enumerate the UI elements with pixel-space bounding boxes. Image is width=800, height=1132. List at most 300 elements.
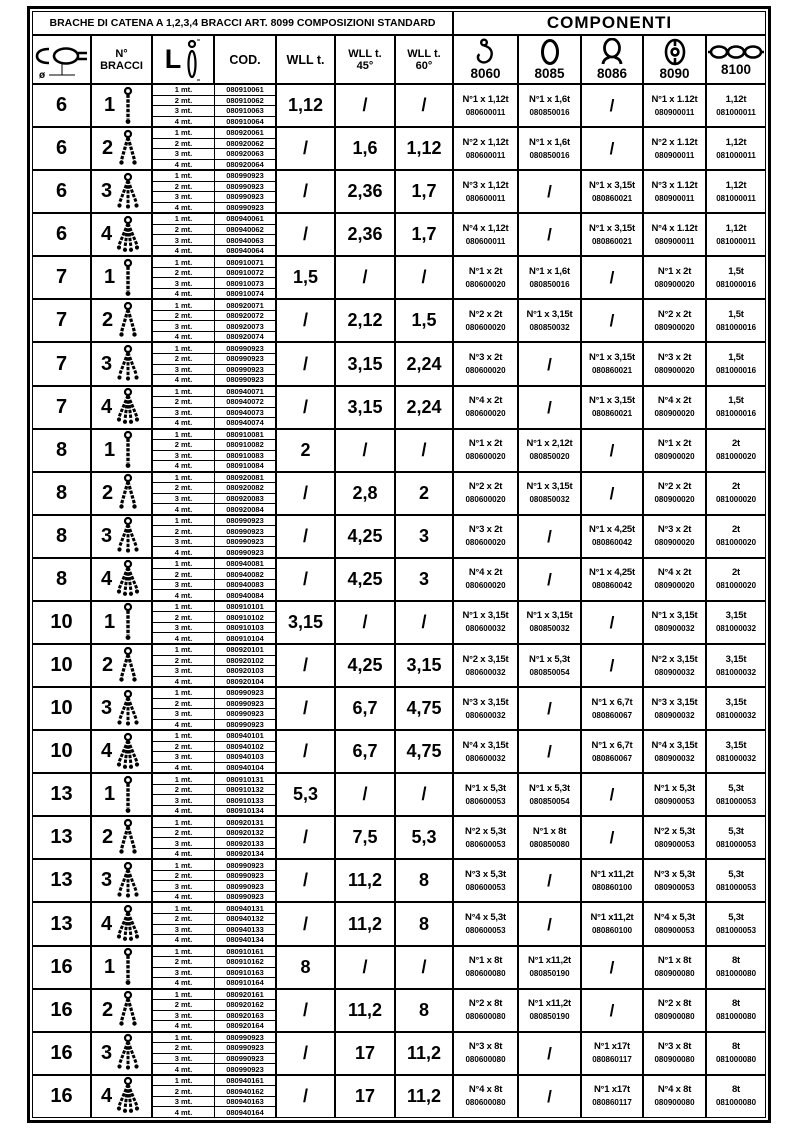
table-body bbox=[33, 85, 765, 1117]
length-label: 4 mt. bbox=[153, 892, 215, 902]
component-8085-cell: / bbox=[519, 343, 582, 384]
component-8085-cell bbox=[519, 85, 582, 126]
component-qty: N°1 x 8t bbox=[468, 955, 503, 967]
length-code-table bbox=[153, 171, 277, 212]
component-8060-cell bbox=[454, 257, 519, 298]
length-code: 080920164 bbox=[226, 1021, 264, 1031]
wll45-cell: 11,2 bbox=[336, 860, 396, 901]
bracci-count: 2 bbox=[101, 137, 114, 160]
component-code: 080900011 bbox=[654, 150, 695, 160]
component-8085-cell bbox=[519, 473, 582, 514]
wll-cell: / bbox=[277, 903, 336, 944]
length-label: 1 mt. bbox=[153, 343, 215, 353]
length-code: 080910062 bbox=[226, 95, 264, 105]
wll45-cell: 6,7 bbox=[336, 688, 396, 729]
header-row bbox=[33, 36, 765, 85]
length-code: 080910164 bbox=[226, 978, 264, 988]
diameter-cell: 8 bbox=[33, 559, 92, 600]
component-8085-cell: / bbox=[519, 171, 582, 212]
length-code-row bbox=[153, 1064, 275, 1074]
component-8090-cell bbox=[644, 1076, 707, 1117]
length-code-table bbox=[153, 688, 277, 729]
component-8090-cell bbox=[644, 990, 707, 1031]
length-label: 1 mt. bbox=[153, 817, 215, 827]
component-code: 080850032 bbox=[529, 624, 570, 634]
length-code-row bbox=[153, 881, 275, 892]
length-code-row bbox=[153, 590, 275, 600]
component-qty: N°1 x 5,3t bbox=[465, 782, 506, 794]
length-label: 2 mt. bbox=[153, 742, 215, 752]
component-8100-cell bbox=[707, 774, 765, 815]
length-code: 080940161 bbox=[226, 1076, 264, 1086]
wll60-cell: 3,15 bbox=[396, 645, 454, 686]
component-8090-cell bbox=[644, 128, 707, 169]
component-8090-header: 8090 bbox=[644, 36, 707, 83]
length-code-row bbox=[153, 311, 275, 322]
wll-cell: / bbox=[277, 1033, 336, 1074]
sling-4-leg-icon bbox=[114, 1076, 142, 1116]
length-code-row bbox=[153, 580, 275, 591]
wll60-cell: 2,24 bbox=[396, 343, 454, 384]
component-code: 080600053 bbox=[465, 882, 506, 892]
component-qty: N°1 x 4,25t bbox=[589, 567, 635, 579]
component-qty: 5,3t bbox=[728, 912, 744, 924]
wll-cell: / bbox=[277, 1076, 336, 1117]
wll-cell: / bbox=[277, 817, 336, 858]
length-label: 2 mt. bbox=[153, 139, 215, 149]
component-8100-cell bbox=[707, 516, 765, 557]
component-qty: N°1 x17t bbox=[594, 1084, 630, 1096]
component-8060-cell bbox=[454, 1076, 519, 1117]
component-8060-cell bbox=[454, 774, 519, 815]
length-code: 080940103 bbox=[226, 752, 264, 762]
length-code-row bbox=[153, 85, 275, 96]
length-code: 080910103 bbox=[226, 623, 264, 633]
component-code: 081000011 bbox=[716, 193, 756, 203]
component-code: 080900020 bbox=[654, 452, 695, 462]
length-code-row bbox=[153, 128, 275, 139]
cod-header: COD. bbox=[215, 36, 277, 83]
wll60-cell: 3 bbox=[396, 559, 454, 600]
length-label: 2 mt. bbox=[153, 656, 215, 666]
length-code: 080910082 bbox=[226, 440, 264, 450]
length-label: 2 mt. bbox=[153, 914, 215, 924]
component-code: 080900020 bbox=[654, 279, 695, 289]
component-8085-cell: / bbox=[519, 688, 582, 729]
length-code: 080990923 bbox=[226, 192, 264, 202]
component-qty: N°1 x 6,7t bbox=[591, 696, 633, 708]
component-qty: N°3 x 1,12t bbox=[462, 179, 509, 191]
length-code: 080940074 bbox=[226, 418, 264, 428]
length-code-row bbox=[153, 903, 275, 914]
length-label: 1 mt. bbox=[153, 860, 215, 870]
length-label: 1 mt. bbox=[153, 257, 215, 267]
length-label: 1 mt. bbox=[153, 300, 215, 310]
length-code-row bbox=[153, 742, 275, 753]
length-code-row bbox=[153, 1086, 275, 1097]
component-qty: 8t bbox=[731, 1084, 741, 1096]
length-label: 4 mt. bbox=[153, 935, 215, 945]
length-code: 080920161 bbox=[226, 989, 264, 999]
component-code: 080850054 bbox=[529, 667, 570, 677]
component-qty: N°1 x17t bbox=[594, 1041, 630, 1053]
component-8060-cell bbox=[454, 645, 519, 686]
component-qty: N°1 x 5,3t bbox=[654, 782, 695, 794]
wll-header: WLL t. bbox=[277, 36, 336, 83]
component-code: 081000016 bbox=[715, 409, 757, 419]
component-code: 080900032 bbox=[654, 624, 695, 634]
component-code: 080600020 bbox=[465, 495, 506, 505]
component-8090-cell bbox=[644, 731, 707, 772]
component-8085-cell bbox=[519, 128, 582, 169]
length-code-row bbox=[153, 1021, 275, 1031]
component-qty: N°3 x 3,15t bbox=[651, 696, 698, 708]
table-row bbox=[33, 731, 765, 774]
component-8060-cell bbox=[454, 430, 519, 471]
length-label: 3 mt. bbox=[153, 537, 215, 547]
length-code-row bbox=[153, 1107, 275, 1117]
sling-4-leg-icon bbox=[114, 904, 142, 944]
component-qty: N°1 x 3,15t bbox=[526, 481, 573, 493]
length-code-table bbox=[153, 343, 277, 384]
bracci-count: 2 bbox=[101, 481, 114, 504]
length-label: 4 mt. bbox=[153, 246, 215, 256]
length-code-row bbox=[153, 408, 275, 419]
component-code: 081000020 bbox=[715, 581, 757, 591]
component-code: 080850080 bbox=[529, 839, 570, 849]
bracci-cell bbox=[92, 1033, 153, 1074]
diameter-cell: 7 bbox=[33, 343, 92, 384]
bracci-cell bbox=[92, 645, 153, 686]
component-code: 080860021 bbox=[591, 236, 633, 246]
length-label: 2 mt. bbox=[153, 612, 215, 622]
component-8090-cell bbox=[644, 473, 707, 514]
component-code: 080860117 bbox=[592, 1055, 632, 1065]
length-code: 080920132 bbox=[226, 828, 264, 838]
component-code: 080600053 bbox=[465, 839, 506, 849]
length-code-row bbox=[153, 612, 275, 623]
component-8060-cell bbox=[454, 387, 519, 428]
component-8060-cell bbox=[454, 473, 519, 514]
component-qty: N°1 x 6,7t bbox=[591, 739, 633, 751]
length-code: 080990923 bbox=[226, 364, 264, 374]
length-label: 1 mt. bbox=[153, 473, 215, 483]
component-8100-cell bbox=[707, 128, 765, 169]
diameter-cell: 10 bbox=[33, 731, 92, 772]
length-label: 3 mt. bbox=[153, 1011, 215, 1021]
component-code: 080900032 bbox=[654, 753, 695, 763]
component-qty: N°1 x 2t bbox=[657, 265, 692, 277]
length-label: 2 mt. bbox=[153, 440, 215, 450]
component-8085-cell: / bbox=[519, 1033, 582, 1074]
component-qty: 5,3t bbox=[728, 825, 744, 837]
component-code: 081000080 bbox=[715, 969, 757, 979]
bracci-cell bbox=[92, 860, 153, 901]
length-code: 080920081 bbox=[226, 472, 264, 482]
length-code-row bbox=[153, 268, 275, 279]
component-8060-cell bbox=[454, 688, 519, 729]
length-label: 3 mt. bbox=[153, 408, 215, 418]
length-code-row bbox=[153, 430, 275, 441]
component-code: 081000016 bbox=[715, 279, 757, 289]
length-label: 1 mt. bbox=[153, 645, 215, 655]
bracci-count: 1 bbox=[103, 266, 116, 289]
component-code: 080600080 bbox=[465, 1055, 506, 1065]
length-code: 080910081 bbox=[226, 429, 264, 439]
component-qty: 1,5t bbox=[728, 308, 744, 320]
component-8060-cell bbox=[454, 947, 519, 988]
bracci-count: 4 bbox=[100, 912, 113, 935]
length-label: 3 mt. bbox=[153, 795, 215, 805]
wll45-cell: 3,15 bbox=[336, 343, 396, 384]
length-code-row bbox=[153, 978, 275, 988]
wll60-cell: 4,75 bbox=[396, 731, 454, 772]
diameter-cell: 16 bbox=[33, 1076, 92, 1117]
master-link-icon bbox=[538, 38, 562, 66]
length-code-row bbox=[153, 1033, 275, 1044]
component-code: 080900011 bbox=[654, 107, 695, 117]
length-code-row bbox=[153, 171, 275, 182]
component-qty: 3,15t bbox=[725, 610, 747, 622]
length-code: 080910061 bbox=[226, 85, 264, 95]
length-label: 1 mt. bbox=[153, 1033, 215, 1043]
length-code-row bbox=[153, 774, 275, 785]
component-8100-cell bbox=[707, 903, 765, 944]
component-8086-cell: / bbox=[582, 473, 644, 514]
length-code: 080910161 bbox=[226, 946, 264, 956]
length-label: 3 mt. bbox=[153, 106, 215, 116]
length-code: 080910162 bbox=[226, 957, 264, 967]
wll45-cell: 17 bbox=[336, 1076, 396, 1117]
length-label: 2 mt. bbox=[153, 483, 215, 493]
bracci-count: 2 bbox=[101, 826, 114, 849]
length-code-row bbox=[153, 1011, 275, 1022]
component-8086-cell bbox=[582, 214, 644, 255]
component-8085-cell: / bbox=[519, 860, 582, 901]
length-code-row bbox=[153, 278, 275, 289]
component-code: 080900053 bbox=[654, 926, 695, 936]
wll-cell: / bbox=[277, 387, 336, 428]
bracci-count: 2 bbox=[101, 309, 114, 332]
length-code-row bbox=[153, 160, 275, 170]
table-row bbox=[33, 214, 765, 257]
wll45-cell: 11,2 bbox=[336, 903, 396, 944]
sling-2-leg-icon bbox=[115, 129, 141, 169]
diameter-cell: 6 bbox=[33, 171, 92, 212]
diameter-symbol: ø bbox=[39, 70, 46, 81]
length-label: 4 mt. bbox=[153, 203, 215, 213]
component-8060-cell bbox=[454, 343, 519, 384]
component-8086-cell bbox=[582, 387, 644, 428]
length-code-row bbox=[153, 817, 275, 828]
components-title: COMPONENTI bbox=[546, 13, 673, 32]
table-row bbox=[33, 860, 765, 903]
length-label: 3 mt. bbox=[153, 838, 215, 848]
table-row bbox=[33, 516, 765, 559]
bracci-cell bbox=[92, 990, 153, 1031]
length-code: 080920163 bbox=[226, 1010, 264, 1020]
component-code: 080860042 bbox=[591, 581, 633, 591]
wll45-cell: 4,25 bbox=[336, 516, 396, 557]
component-qty: N°1 x 4,25t bbox=[589, 524, 635, 536]
length-label: 4 mt. bbox=[153, 849, 215, 859]
length-code-row bbox=[153, 892, 275, 902]
length-code: 080920103 bbox=[226, 666, 264, 676]
length-code-row bbox=[153, 935, 275, 945]
component-code: 080850020 bbox=[529, 452, 570, 462]
length-code: 080910134 bbox=[226, 806, 264, 816]
length-code: 080990923 bbox=[226, 871, 264, 881]
length-label: 1 mt. bbox=[153, 602, 215, 612]
length-code-row bbox=[153, 225, 275, 236]
diameter-cell: 10 bbox=[33, 645, 92, 686]
component-8060-cell bbox=[454, 85, 519, 126]
bracci-cell bbox=[92, 602, 153, 643]
sling-4-leg-icon bbox=[114, 559, 142, 599]
sling-1-leg-icon bbox=[117, 86, 139, 126]
bracci-cell bbox=[92, 817, 153, 858]
component-code: 080850190 bbox=[529, 969, 570, 979]
component-qty: N°1 x 2,12t bbox=[526, 438, 573, 450]
length-label: 1 mt. bbox=[153, 1076, 215, 1086]
diameter-cell: 6 bbox=[33, 128, 92, 169]
component-qty: 8t bbox=[731, 1041, 741, 1053]
bracci-count: 1 bbox=[103, 438, 116, 461]
component-8086-cell bbox=[582, 903, 644, 944]
component-8090-cell bbox=[644, 343, 707, 384]
length-code: 080920134 bbox=[226, 849, 264, 859]
component-qty: N°1 x11,2t bbox=[590, 868, 634, 880]
length-label: 2 mt. bbox=[153, 569, 215, 579]
diameter-cell: 16 bbox=[33, 947, 92, 988]
length-label: 4 mt. bbox=[153, 1064, 215, 1074]
length-label: 3 mt. bbox=[153, 494, 215, 504]
component-code: 081000020 bbox=[715, 452, 757, 462]
component-qty: 8t bbox=[731, 955, 741, 967]
length-code-row bbox=[153, 375, 275, 385]
length-label: 2 mt. bbox=[153, 828, 215, 838]
table-row bbox=[33, 387, 765, 430]
wll-cell: / bbox=[277, 645, 336, 686]
component-8090-cell bbox=[644, 214, 707, 255]
diameter-cell: 8 bbox=[33, 473, 92, 514]
length-code: 080940164 bbox=[226, 1107, 264, 1117]
wll60-cell: / bbox=[396, 85, 454, 126]
component-8085-cell bbox=[519, 300, 582, 341]
length-code: 080990923 bbox=[226, 688, 264, 698]
component-qty: 2t bbox=[731, 438, 741, 450]
table-row bbox=[33, 1076, 765, 1117]
component-code: 080860117 bbox=[592, 1098, 632, 1108]
component-8090-cell bbox=[644, 688, 707, 729]
component-qty: N°1 x 2t bbox=[468, 438, 503, 450]
length-label: 2 mt. bbox=[153, 268, 215, 278]
length-label: 1 mt. bbox=[153, 903, 215, 913]
sling-3-leg-icon bbox=[114, 861, 142, 901]
length-label: 4 mt. bbox=[153, 763, 215, 773]
wll60-cell: / bbox=[396, 430, 454, 471]
wll-cell: / bbox=[277, 990, 336, 1031]
component-qty: N°2 x 2t bbox=[468, 308, 503, 320]
table-row bbox=[33, 688, 765, 731]
length-label: 4 mt. bbox=[153, 117, 215, 127]
component-code: 080900011 bbox=[654, 193, 695, 203]
component-qty: N°3 x 2t bbox=[468, 524, 503, 536]
length-code: 080990923 bbox=[226, 547, 264, 557]
wll60-cell: 5,3 bbox=[396, 817, 454, 858]
length-label: 2 mt. bbox=[153, 1086, 215, 1096]
component-code: 080900032 bbox=[654, 710, 695, 720]
component-qty: N°4 x 8t bbox=[657, 1084, 692, 1096]
component-code: 080850054 bbox=[529, 796, 570, 806]
length-code-row bbox=[153, 354, 275, 365]
length-code: 080940072 bbox=[226, 397, 264, 407]
component-qty: 8t bbox=[731, 998, 741, 1010]
component-qty: N°1 x 8t bbox=[657, 955, 692, 967]
length-code-row bbox=[153, 957, 275, 968]
wll45-cell: / bbox=[336, 430, 396, 471]
length-code-row bbox=[153, 117, 275, 127]
table-row bbox=[33, 903, 765, 946]
table-row bbox=[33, 1033, 765, 1076]
component-8060-cell bbox=[454, 990, 519, 1031]
component-8086-cell: / bbox=[582, 990, 644, 1031]
table-row bbox=[33, 343, 765, 386]
component-code: 080600032 bbox=[465, 753, 506, 763]
length-code: 080920074 bbox=[226, 332, 264, 342]
length-code-table bbox=[153, 85, 277, 126]
length-label: 4 mt. bbox=[153, 677, 215, 687]
length-label: 1 mt. bbox=[153, 688, 215, 698]
length-code: 080990923 bbox=[226, 354, 264, 364]
component-qty: 5,3t bbox=[728, 782, 744, 794]
component-8086-header: 8086 bbox=[582, 36, 644, 83]
component-qty: 2t bbox=[731, 567, 741, 579]
length-code-row bbox=[153, 192, 275, 203]
component-8085-cell: / bbox=[519, 559, 582, 600]
sling-1-leg-icon bbox=[117, 258, 139, 298]
diameter-cell: 6 bbox=[33, 85, 92, 126]
bracci-count: 3 bbox=[100, 352, 113, 375]
wll45-cell: / bbox=[336, 257, 396, 298]
component-code: 081000080 bbox=[715, 1055, 757, 1065]
component-code: 080850016 bbox=[529, 107, 570, 117]
component-code: 080850016 bbox=[529, 150, 570, 160]
component-code: 081000011 bbox=[716, 107, 756, 117]
length-label: 4 mt. bbox=[153, 590, 215, 600]
bracci-cell bbox=[92, 430, 153, 471]
component-qty: N°2 x 1.12t bbox=[651, 136, 698, 148]
length-label: 3 mt. bbox=[153, 149, 215, 159]
component-code: 080900011 bbox=[654, 236, 695, 246]
component-code: 080900053 bbox=[654, 839, 695, 849]
component-8090-cell bbox=[644, 85, 707, 126]
component-qty: N°3 x 2t bbox=[657, 352, 692, 363]
sling-1-leg-icon bbox=[117, 947, 139, 987]
length-code-row bbox=[153, 1000, 275, 1011]
component-code: 080600032 bbox=[465, 710, 506, 720]
component-8060-cell bbox=[454, 214, 519, 255]
component-8100-cell bbox=[707, 257, 765, 298]
diameter-cell: 6 bbox=[33, 214, 92, 255]
wll45-cell: 1,6 bbox=[336, 128, 396, 169]
bracci-count: 4 bbox=[100, 395, 113, 418]
component-qty: N°1 x 1.12t bbox=[651, 93, 698, 105]
wll45-cell: / bbox=[336, 602, 396, 643]
length-label: 2 mt. bbox=[153, 182, 215, 192]
diameter-cell: 13 bbox=[33, 860, 92, 901]
diameter-cell: 7 bbox=[33, 257, 92, 298]
